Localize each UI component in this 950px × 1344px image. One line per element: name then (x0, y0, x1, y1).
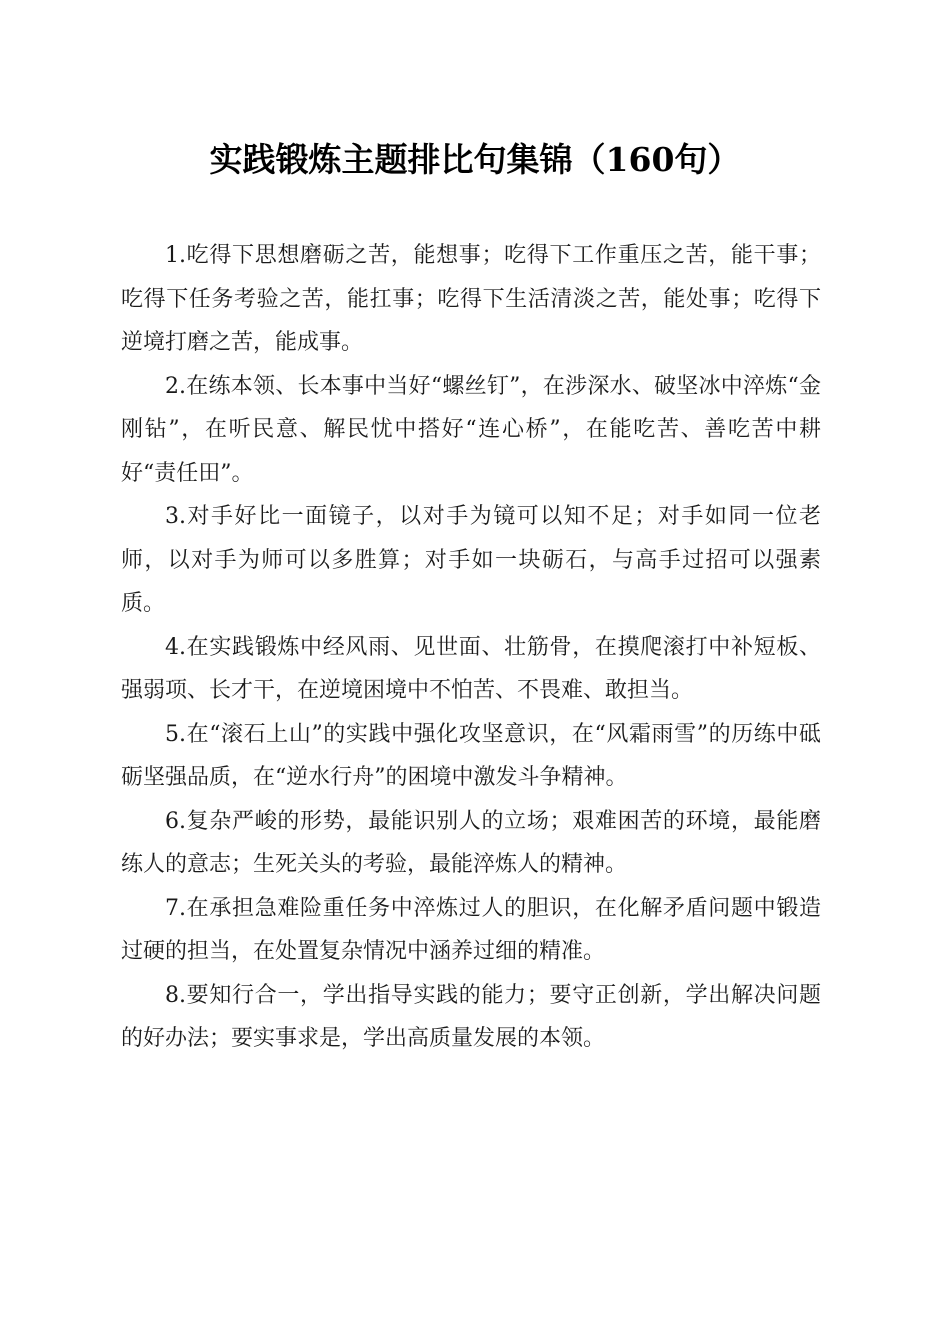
paragraph-4: 4.在实践锻炼中经风雨、见世面、壮筋骨，在摸爬滚打中补短板、强弱项、长才干，在逆境困境中不怕苦、不畏难、敢担当。 (121, 634, 821, 703)
paragraph-2: 2.在练本领、长本事中当好“螺丝钉”，在涉深水、破坚冰中淬炼“金刚钻”，在听民意、解民忧中搭好“连心桥”，在能吃苦、善吃苦中耕好“责任田”。 (121, 373, 821, 486)
paragraph-7: 7.在承担急难险重任务中淬炼过人的胆识，在化解矛盾问题中锻造过硬的担当，在处置复杂情况中涵养过细的精准。 (121, 895, 821, 964)
paragraph-3: 3.对手好比一面镜子，以对手为镜可以知不足；对手如同一位老师，以对手为师可以多胜算；对手如一块砺石，与高手过招可以强素质。 (121, 504, 821, 616)
document-title: 实践锻炼主题排比句集锦（160句） (209, 140, 741, 179)
paragraph-6: 6.复杂严峻的形势，最能识别人的立场；艰难困苦的环境，最能磨练人的意志；生死关头的考验，最能淬炼人的精神。 (121, 808, 821, 877)
paragraph-1: 1.吃得下思想磨砺之苦，能想事；吃得下工作重压之苦，能干事；吃得下任务考验之苦，能扛事；吃得下生活清淡之苦，能处事；吃得下逆境打磨之苦，能成事。 (121, 243, 821, 355)
document-body (121, 234, 821, 1061)
paragraph-8: 8.要知行合一，学出指导实践的能力；要守正创新，学出解决问题的好办法；要实事求是，学出高质量发展的本领。 (121, 982, 821, 1051)
paragraph-5: 5.在“滚石上山”的实践中强化攻坚意识，在“风霜雨雪”的历练中砥砺坚强品质，在“逆水行舟”的困境中激发斗争精神。 (121, 721, 821, 790)
